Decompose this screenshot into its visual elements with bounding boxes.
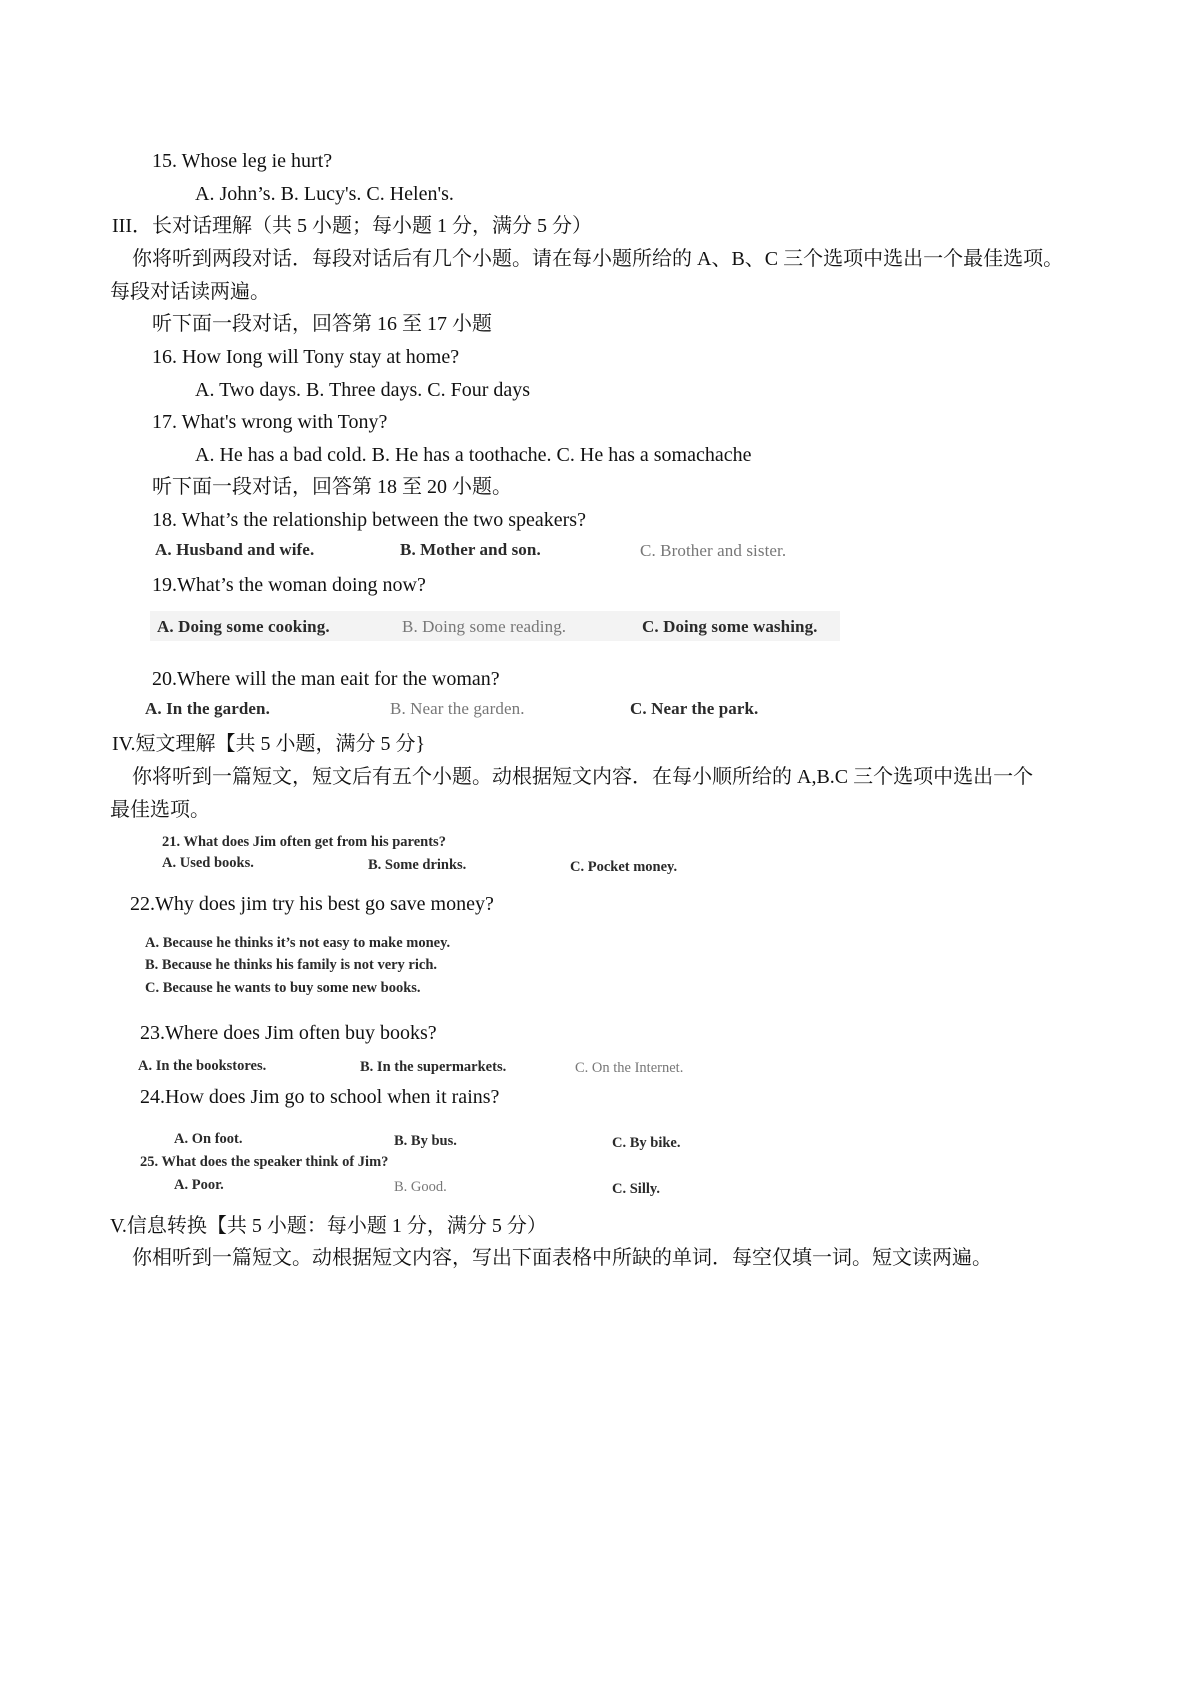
q25-option-c: C. Silly. [612,1181,660,1197]
q22-option-b: B. Because he thinks his family is not very rich. [145,957,438,973]
q22-option-c: C. Because he wants to buy some new books. [145,980,421,996]
q23-option-c: C. On the Internet. [575,1060,684,1076]
q18-option-c: C. Brother and sister. [640,541,787,560]
q15-question: 15. Whose leg ie hurt? [152,150,333,172]
q22-option-a: A. Because he thinks it’s not easy to make money. [145,935,451,951]
q24-question: 24.How does Jim go to school when it rains? [140,1086,500,1108]
q17-options: A. He has a bad cold. B. He has a toothache. C. He has a somachache [195,444,752,466]
q20-question: 20.Where will the man eait for the woman? [152,668,500,690]
q18-option-b: B. Mother and son. [400,540,541,559]
q25-option-a: A. Poor. [174,1177,224,1193]
section4-heading: IV.短文理解【共 5 小题，满分 5 分} [112,733,426,755]
section3-instruction-line2: 每段对话读两遍。 [110,281,270,303]
q20-option-a: A. In the garden. [145,699,270,718]
q25-option-b: B. Good. [394,1179,447,1195]
dialog2-intro: 听下面一段对话，回答第 18 至 20 小题。 [152,476,512,498]
q19-question: 19.What’s the woman doing now? [152,574,426,596]
section5-instruction: 你相听到一篇短文。动根据短文内容，写出下面表格中所缺的单词．每空仅填一词。短文读两遍。 [132,1247,992,1269]
q18-question: 18. What’s the relationship between the two speakers? [152,509,586,531]
q24-option-c: C. By bike. [612,1135,681,1151]
q25-question: 25. What does the speaker think of Jim? [140,1154,389,1170]
q20-option-b: B. Near the garden. [390,699,525,718]
q23-option-b: B. In the supermarkets. [360,1059,507,1075]
section5-heading: V.信息转换【共 5 小题：每小题 1 分，满分 5 分） [110,1215,547,1237]
q15-options: A. John’s. B. Lucy's. C. Helen's. [195,183,454,205]
q18-option-a: A. Husband and wife. [155,540,315,559]
section4-instruction-line2: 最佳选项。 [110,799,210,821]
q23-question: 23.Where does Jim often buy books? [140,1022,437,1044]
q16-options: A. Two days. B. Three days. C. Four days [195,379,531,401]
q17-question: 17. What's wrong with Tony? [152,411,388,433]
q24-option-b: B. By bus. [394,1133,457,1149]
section4-instruction-line1: 你将听到一篇短文，短文后有五个小题。动根据短文内容．在每小顺所给的 A,B.C 三个选项中选出一个 [132,766,1034,788]
section3-heading: III．长对话理解（共 5 小题；每小题 1 分，满分 5 分） [112,215,592,237]
q21-option-c: C. Pocket money. [570,859,678,875]
q23-option-a: A. In the bookstores. [138,1058,267,1074]
dialog1-intro: 听下面一段对话，回答第 16 至 17 小题 [152,313,492,335]
q19-option-b: B. Doing some reading. [402,617,567,636]
q19-option-a: A. Doing some cooking. [157,617,330,636]
q20-option-c: C. Near the park. [630,699,759,718]
q16-question: 16. How Iong will Tony stay at home? [152,346,460,368]
q19-option-c: C. Doing some washing. [642,617,818,636]
section3-instruction-line1: 你将听到两段对话．每段对话后有几个小题。请在每小题所给的 A、B、C 三个选项中选出一个最佳选项。 [132,248,1064,270]
q21-option-a: A. Used books. [162,855,254,871]
q21-question: 21. What does Jim often get from his parents? [162,834,446,850]
q22-question: 22.Why does jim try his best go save money? [130,893,494,915]
q24-option-a: A. On foot. [174,1131,243,1147]
q21-option-b: B. Some drinks. [368,857,467,873]
